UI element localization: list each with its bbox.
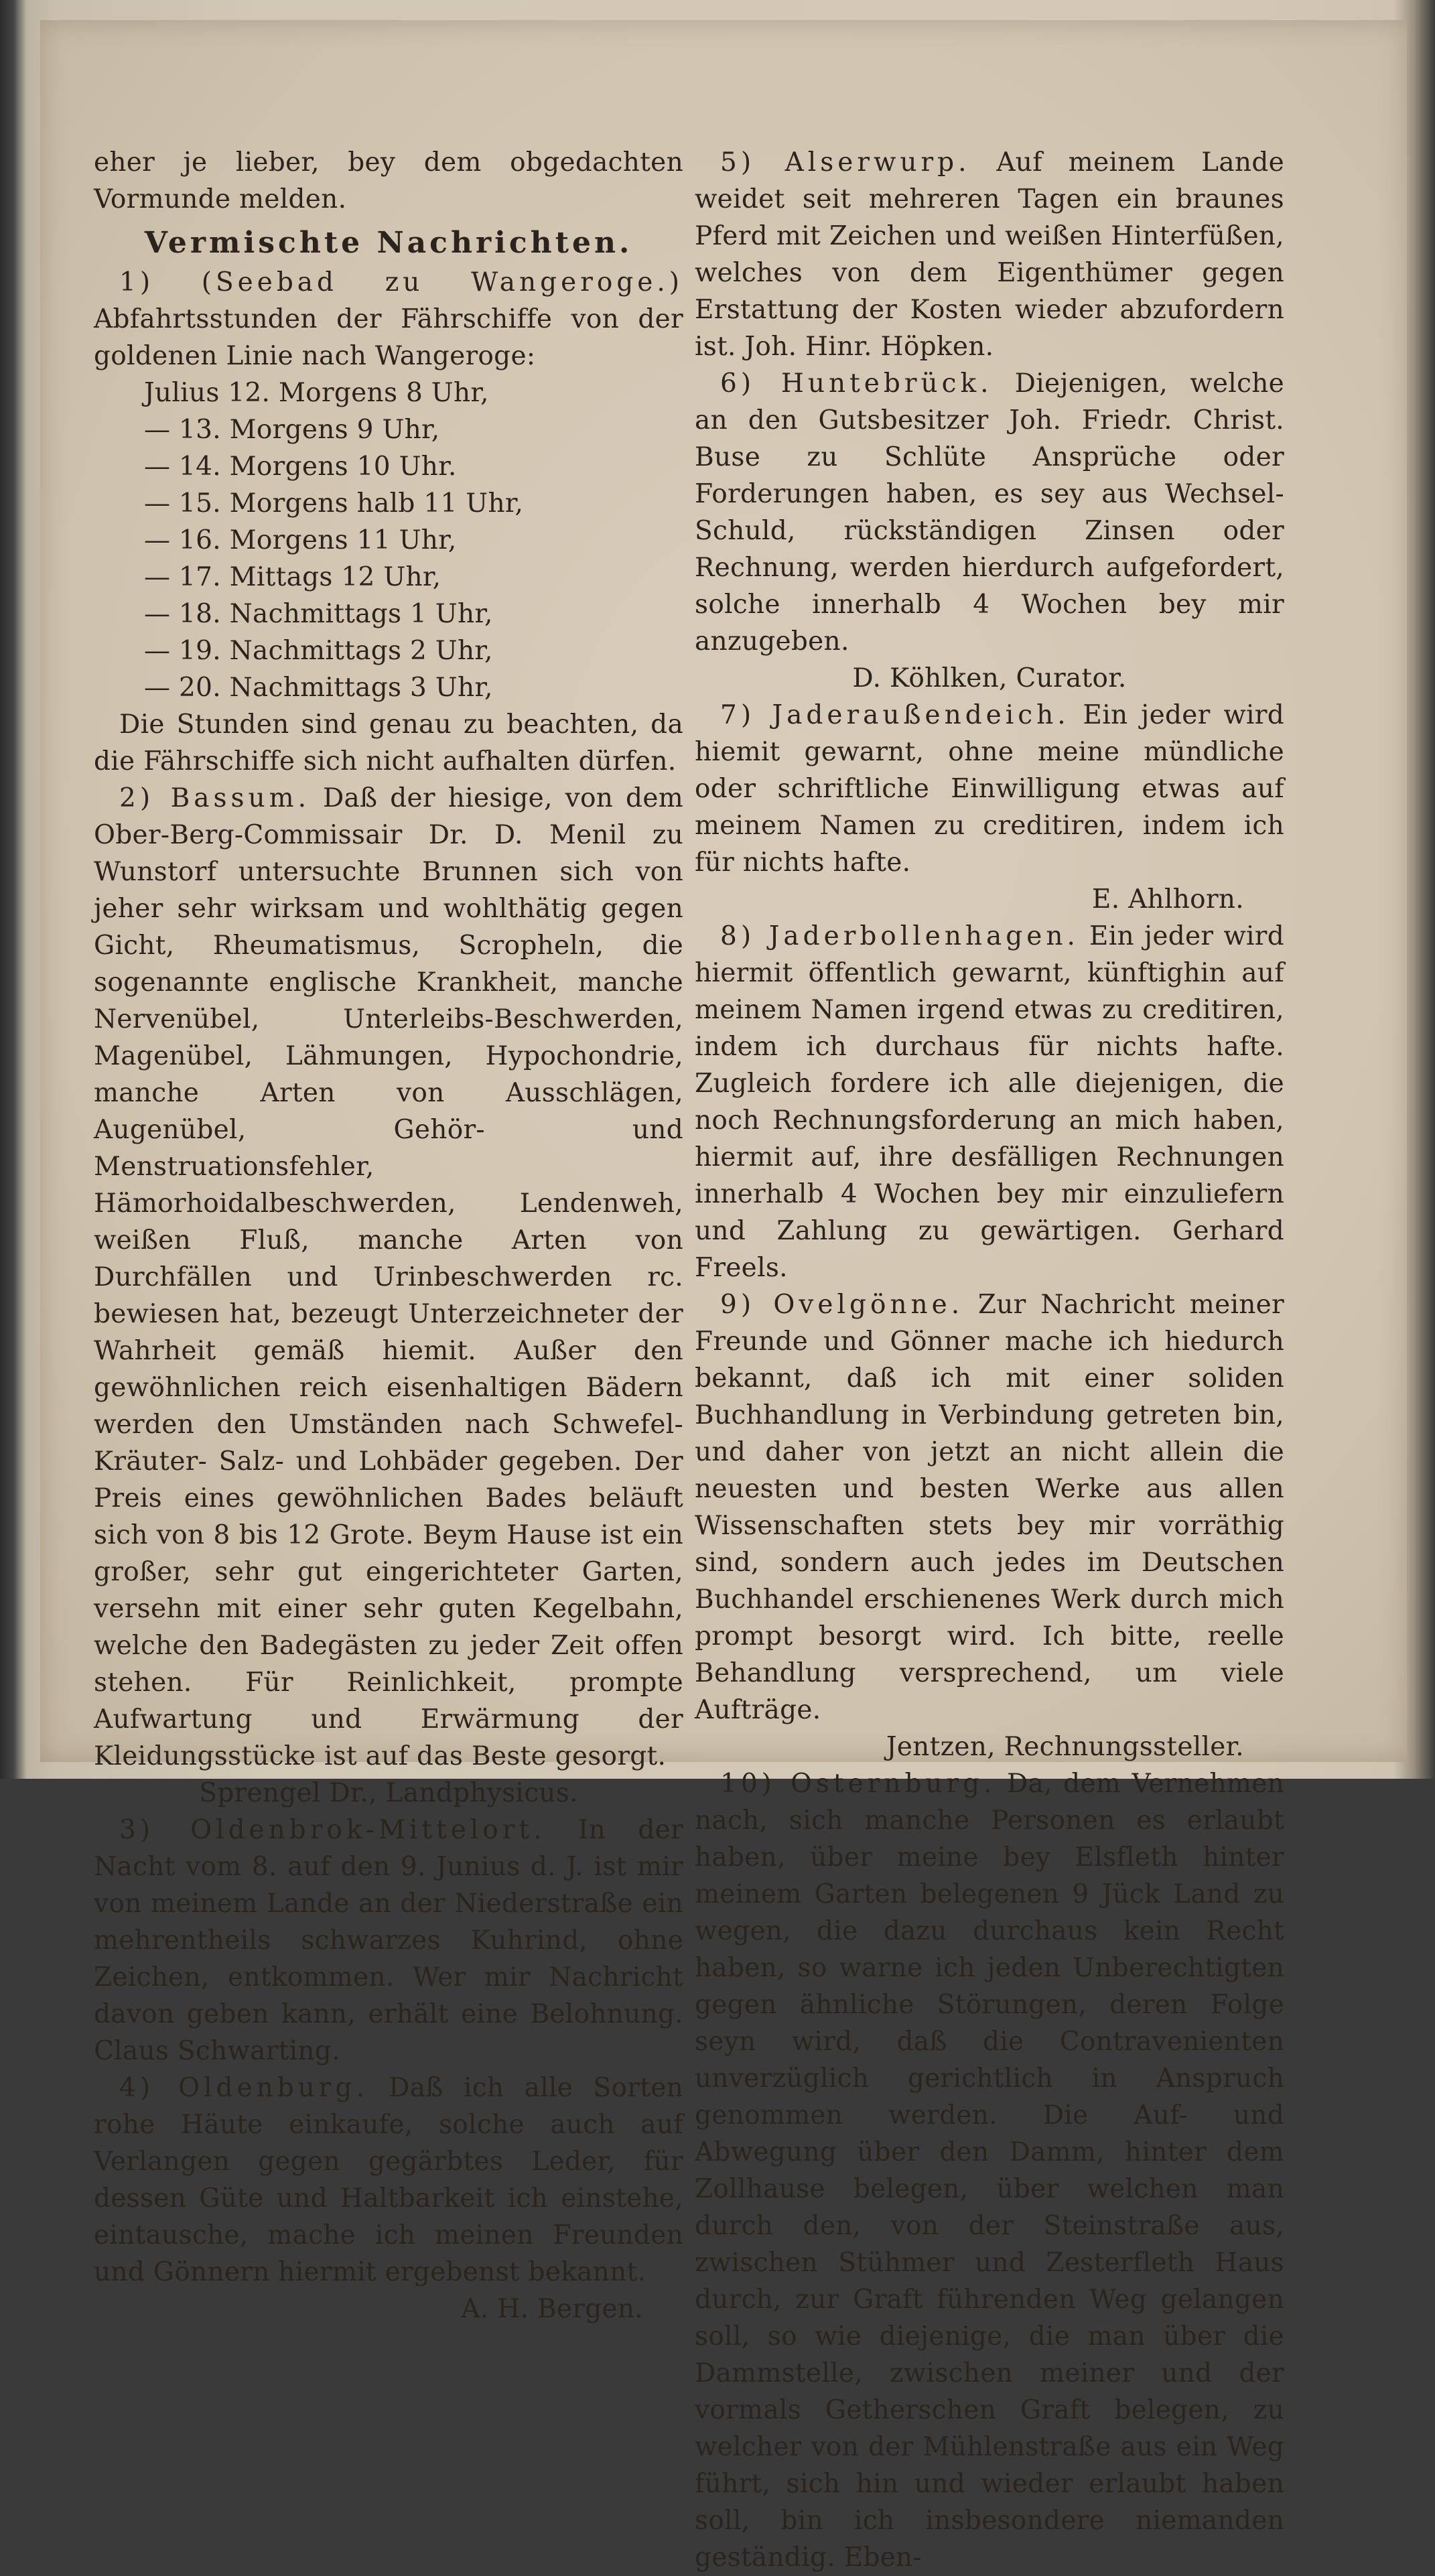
right-column (695, 144, 1284, 2576)
section-heading: Vermischte Nachrichten. (144, 226, 633, 260)
notice-3-signature: Claus Schwarting. (94, 2036, 340, 2066)
notice-8-place: 8) Jaderbollenhagen. (720, 921, 1079, 951)
notice-5-text: Auf meinem Lande weidet seit mehreren Tagen ein braunes Pferd mit Zeichen und weißen Hinterfüßen, welches von dem Eigenthümer gegen Erstattung der Kosten wieder abzufordern ist. (695, 147, 1284, 362)
notice-8-signature: Gerhard Freels. (695, 1216, 1284, 1283)
schedule-row: — 19. Nachmittags 2 Uhr, (144, 636, 493, 666)
notice-9-signature: Jentzen, Rechnungssteller. (886, 1732, 1244, 1762)
continuation-text: eher je lieber, bey dem obgedachten Vormunde melden. (94, 147, 683, 214)
notice-2-text: Daß der hiesige, von dem Ober-Berg-Commissair Dr. D. Menil zu Wunstorf untersuchte Brunnen sich von jeher sehr wirksam und wohlthätig gegen Gicht, Rheumatismus, Scropheln, die sogenannte englische Krankheit, manche Nervenübel, Unterleibs-Beschwerden, Magenübel, Lähmungen, Hypochondrie, manche Arten von Ausschlägen, Augenübel, Gehör- und Menstruationsfehler, Hämorhoidalbeschwerden, Lendenweh, weißen Fluß, manche Arten von Durchfällen und Urinbeschwerden rc. bewiesen hat, bezeugt Unterzeichneter der Wahrheit gemäß hiemit. Außer den gewöhnlichen reich eisenhaltigen Bädern werden den Umständen nach Schwefel- Kräuter- Salz- und Lohbäder gegeben. Der Preis eines gewöhnlichen Bades beläuft sich von 8 bis 12 Grote. Beym Hause ist ein großer, sehr gut eingerichteter Garten, versehn mit einer sehr guten Kegelbahn, welche den Badegästen zu jeder Zeit offen stehen. Für Reinlichkeit, prompte Aufwartung und Erwärmung der Kleidungsstücke ist auf das Beste gesorgt. (94, 783, 683, 1771)
ferry-schedule (94, 375, 683, 706)
notice-8 (695, 918, 1284, 1286)
notice-10-text: Da, dem Vernehmen nach, sich manche Personen es erlaubt haben, über meine bey Elsfleth hinter meinem Garten belegenen 9 Jück Land zu wegen, die dazu durchaus kein Recht haben, so warne ich jeden Unberechtigten gegen ähnliche Störungen, deren Folge seyn wird, daß die Contravenienten unverzüglich gerichtlich in Anspruch genommen werden. Die Auf- und Abwegung über den Damm, hinter dem Zollhause belegen, über welchen man durch den, von der Steinstraße aus, zwischen Stühmer und Zesterfleth Haus durch, zur Graft führenden Weg gelangen soll, so wie diejenige, die man über die Dammstelle, zwischen meiner und der vormals Getherschen Graft belegen, zu welcher von der Mühlenstraße aus ein Weg führt, sich hin und wieder erlaubt haben soll, bin ich insbesondere niemanden geständig. Eben- (695, 1769, 1285, 2573)
notice-10-place: 10) Osternburg. (720, 1769, 996, 1799)
notice-7 (695, 697, 1284, 881)
notice-7-signature: E. Ahlhorn. (1091, 884, 1244, 914)
notice-4 (94, 2070, 683, 2291)
schedule-row: — 18. Nachmittags 1 Uhr, (144, 599, 493, 629)
notice-9-place: 9) Ovelgönne. (720, 1290, 964, 1320)
notice-7-text: Ein jeder wird hiemit gewarnt, ohne meine mündliche oder schriftliche Einwilligung etwas auf meinem Namen zu creditiren, indem ich für nichts hafte. (695, 700, 1285, 878)
notice-9 (695, 1286, 1284, 1728)
notice-2-place: 2) Bassum. (119, 783, 311, 813)
notice-1-text: Abfahrtsstunden der Fährschiffe von der goldenen Linie nach Wangeroge: (94, 304, 683, 371)
notice-4-signature: A. H. Bergen. (461, 2294, 643, 2324)
notice-9-text: Zur Nachricht meiner Freunde und Gönner mache ich hiedurch bekannt, daß ich mit einer soliden Buchhandlung in Verbindung getreten bin, und daher von jetzt an nicht allein die neuesten und besten Werke aus allen Wissenschaften stets bey mir vorräthig sind, sondern auch jedes im Deutschen Buchhandel erschienenes Werk durch mich prompt besorgt wird. Ich bitte, reelle Behandlung versprechend, um viele Aufträge. (695, 1290, 1284, 1725)
notice-1 (94, 264, 683, 375)
notice-6-text: Diejenigen, welche an den Gutsbesitzer Joh. Friedr. Christ. Buse zu Schlüte Ansprüche oder Forderungen haben, es sey aus Wechsel-Schuld, rückständigen Zinsen oder Rechnung, werden hierdurch aufgefordert, solche innerhalb 4 Wochen bey mir anzugeben. (695, 368, 1285, 657)
notice-3 (94, 1812, 683, 2070)
notice-6-place: 6) Huntebrück. (720, 368, 993, 399)
notice-4-text: Daß ich alle Sorten rohe Häute einkaufe, solche auch auf Verlangen gegen gegärbtes Leder, für dessen Güte und Haltbarkeit ich einstehe, eintausche, mache ich meinen Freunden und Gönnern hiermit ergebenst bekannt. (94, 2073, 683, 2287)
notice-8-text: Ein jeder wird hiermit öffentlich gewarnt, künftighin auf meinem Namen irgend etwas zu creditiren, indem ich durchaus für nichts hafte. Zugleich fordere ich alle diejenigen, die noch Rechnungsforderung an mich haben, hiermit auf, ihre desfälligen Rechnungen innerhalb 4 Wochen bey mir einzuliefern und Zahlung zu gewärtigen. (695, 921, 1284, 1246)
notice-5 (695, 144, 1284, 365)
notice-10 (695, 1765, 1284, 2576)
schedule-row: — 14. Morgens 10 Uhr. (144, 452, 457, 482)
notice-3-text: In der Nacht vom 8. auf den 9. Junius d. J. ist mir von meinem Lande an der Niederstraße ein mehrentheils schwarzes Kuhrind, ohne Zeichen, entkommen. Wer mir Nachricht davon geben kann, erhält eine Belohnung. (94, 1815, 683, 2029)
notice-1-place: 1) (Seebad zu Wangeroge.) (119, 267, 683, 297)
schedule-row: Julius 12. Morgens 8 Uhr, (144, 378, 489, 408)
schedule-row: — 20. Nachmittags 3 Uhr, (144, 673, 493, 703)
notice-2-signature: Sprengel Dr., Landphysicus. (199, 1778, 578, 1808)
notice-6-signature: D. Köhlken, Curator. (852, 663, 1127, 693)
newspaper-page (40, 20, 1407, 2573)
left-column (94, 144, 683, 2327)
schedule-row: — 13. Morgens 9 Uhr, (144, 415, 440, 445)
notice-3-place: 3) Oldenbrok-Mittelort. (119, 1815, 546, 1845)
notice-6 (695, 365, 1284, 660)
notice-1-note: Die Stunden sind genau zu beachten, da die Fährschiffe sich nicht aufhalten dürfen. (94, 709, 683, 776)
notice-7-place: 7) Jaderaußendeich. (720, 700, 1070, 730)
schedule-row: — 15. Morgens halb 11 Uhr, (144, 488, 524, 519)
notice-2 (94, 780, 683, 1775)
schedule-row: — 16. Morgens 11 Uhr, (144, 525, 457, 555)
notice-4-place: 4) Oldenburg. (119, 2073, 368, 2103)
schedule-row: — 17. Mittags 12 Uhr, (144, 562, 441, 592)
notice-5-signature: Joh. Hinr. Höpken. (744, 332, 994, 362)
notice-5-place: 5) Alserwurp. (720, 147, 971, 178)
